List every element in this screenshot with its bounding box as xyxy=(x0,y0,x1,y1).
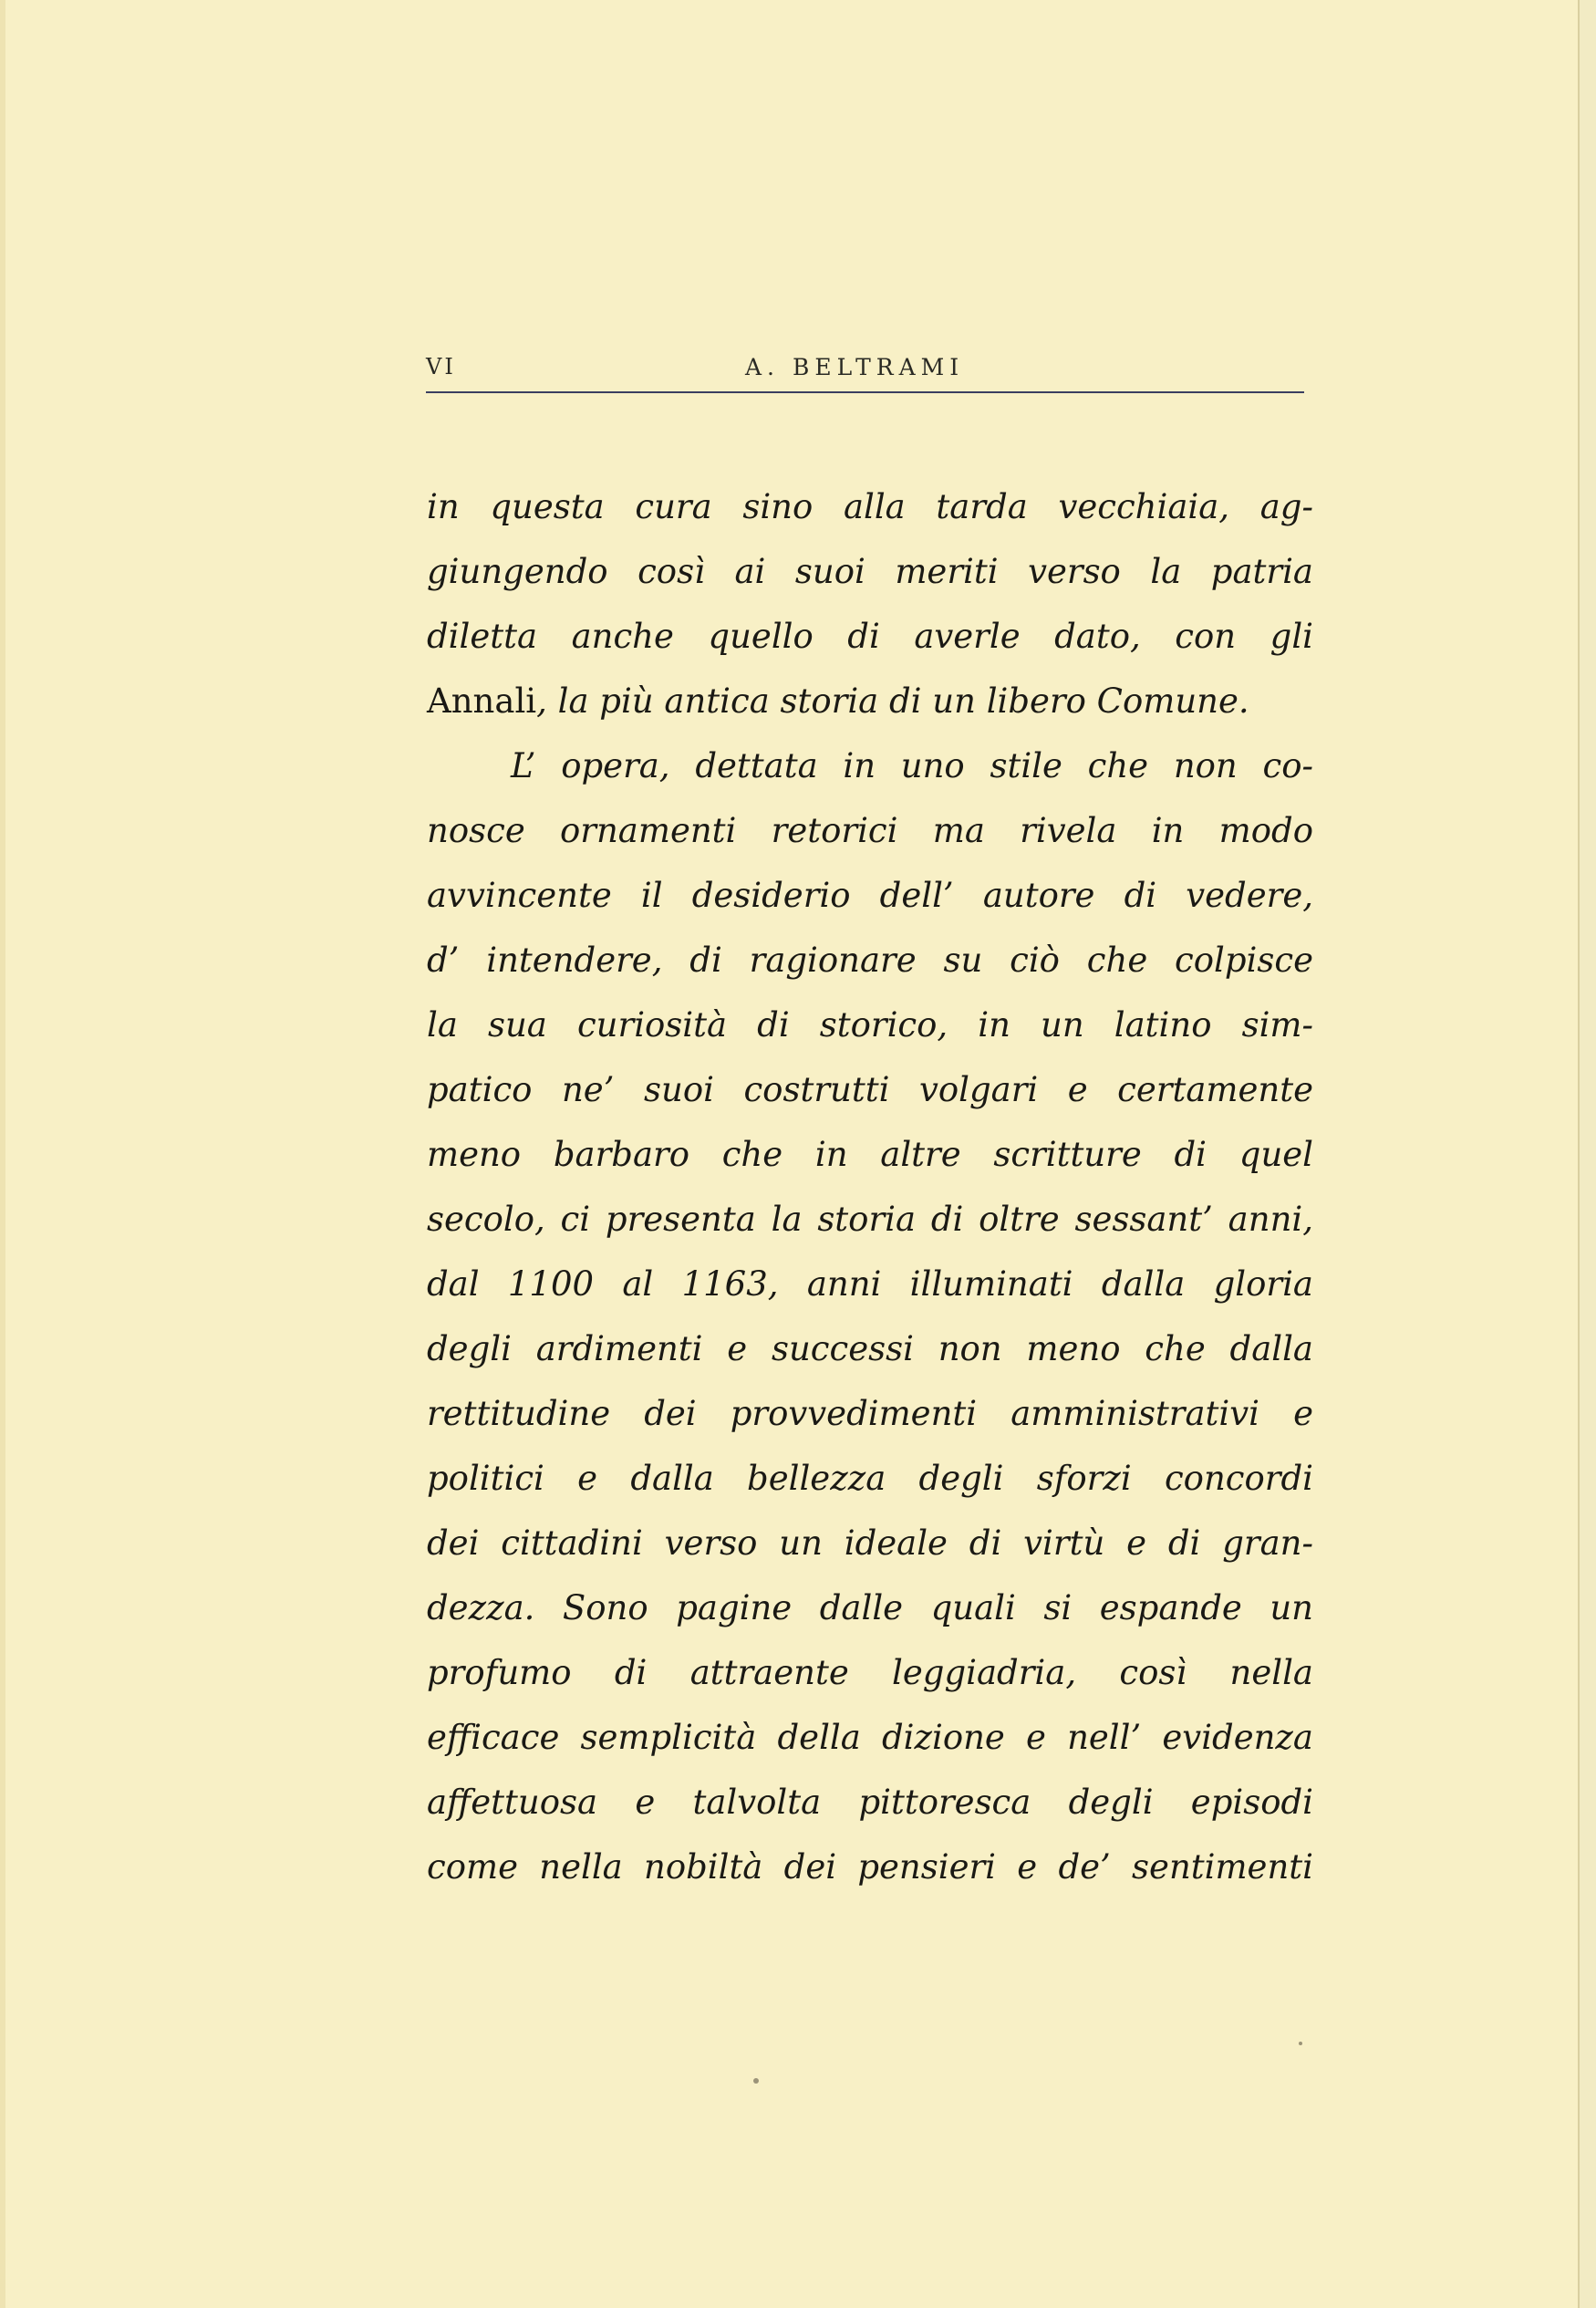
text-line: dei cittadini verso un ideale di virtù e di gran- xyxy=(427,1523,1313,1563)
text-line: politici e dalla bellezza degli sforzi concordi xyxy=(427,1459,1313,1498)
running-header xyxy=(426,354,1304,400)
text-line: degli ardimenti e successi non meno che dalla xyxy=(427,1329,1313,1368)
page-number: VI xyxy=(426,354,456,379)
text-line xyxy=(427,669,1313,733)
text-line: nosce ornamenti retorici ma rivela in modo xyxy=(427,811,1313,850)
running-title: A. BELTRAMI xyxy=(745,354,965,380)
text-line: diletta anche quello di averle dato, con gli xyxy=(427,617,1313,656)
text-line xyxy=(427,1899,1313,1964)
text-line: affettuosa e talvolta pittoresca degli episodi xyxy=(427,1783,1313,1822)
text-line-rest: , la più antica storia di un libero Comune. xyxy=(536,681,1249,721)
text-line: come nella nobiltà dei pensieri e de’ sentimenti xyxy=(427,1847,1313,1887)
paper-speck xyxy=(1299,2042,1302,2045)
body-text xyxy=(427,474,1313,1964)
text-line: d’ intendere, di ragionare su ciò che colpisce xyxy=(427,941,1313,980)
paragraph-first-line: L’ opera, dettata in uno stile che non co- xyxy=(511,746,1313,785)
text-line: dal 1100 al 1163, anni illuminati dalla gloria xyxy=(427,1264,1313,1304)
page-edge xyxy=(0,0,5,2308)
text-line: dezza. Sono pagine dalle quali si espande un xyxy=(427,1588,1313,1627)
text-line: meno barbaro che in altre scritture di quel xyxy=(427,1135,1313,1174)
text-line: rettitudine dei provvedimenti amministrativi e xyxy=(427,1394,1313,1433)
text-line: profumo di attraente leggiadria, così nella xyxy=(427,1653,1313,1692)
text-line: avvincente il desiderio dell’ autore di vedere, xyxy=(427,876,1313,915)
header-rule xyxy=(426,391,1304,393)
text-line: efficace semplicità della dizione e nell’ evidenza xyxy=(427,1718,1313,1757)
annali-word: Annali xyxy=(427,681,537,721)
text-line: patico ne’ suoi costrutti volgari e certamente xyxy=(427,1070,1313,1109)
text-line: la sua curiosità di storico, in un latino sim- xyxy=(427,1005,1313,1045)
text-line: secolo, ci presenta la storia di oltre sessant’ anni, xyxy=(427,1200,1313,1239)
paper-speck xyxy=(753,2078,759,2084)
text-line: in questa cura sino alla tarda vecchiaia, ag- xyxy=(427,487,1313,526)
text-line: giungendo così ai suoi meriti verso la patria xyxy=(427,552,1313,591)
